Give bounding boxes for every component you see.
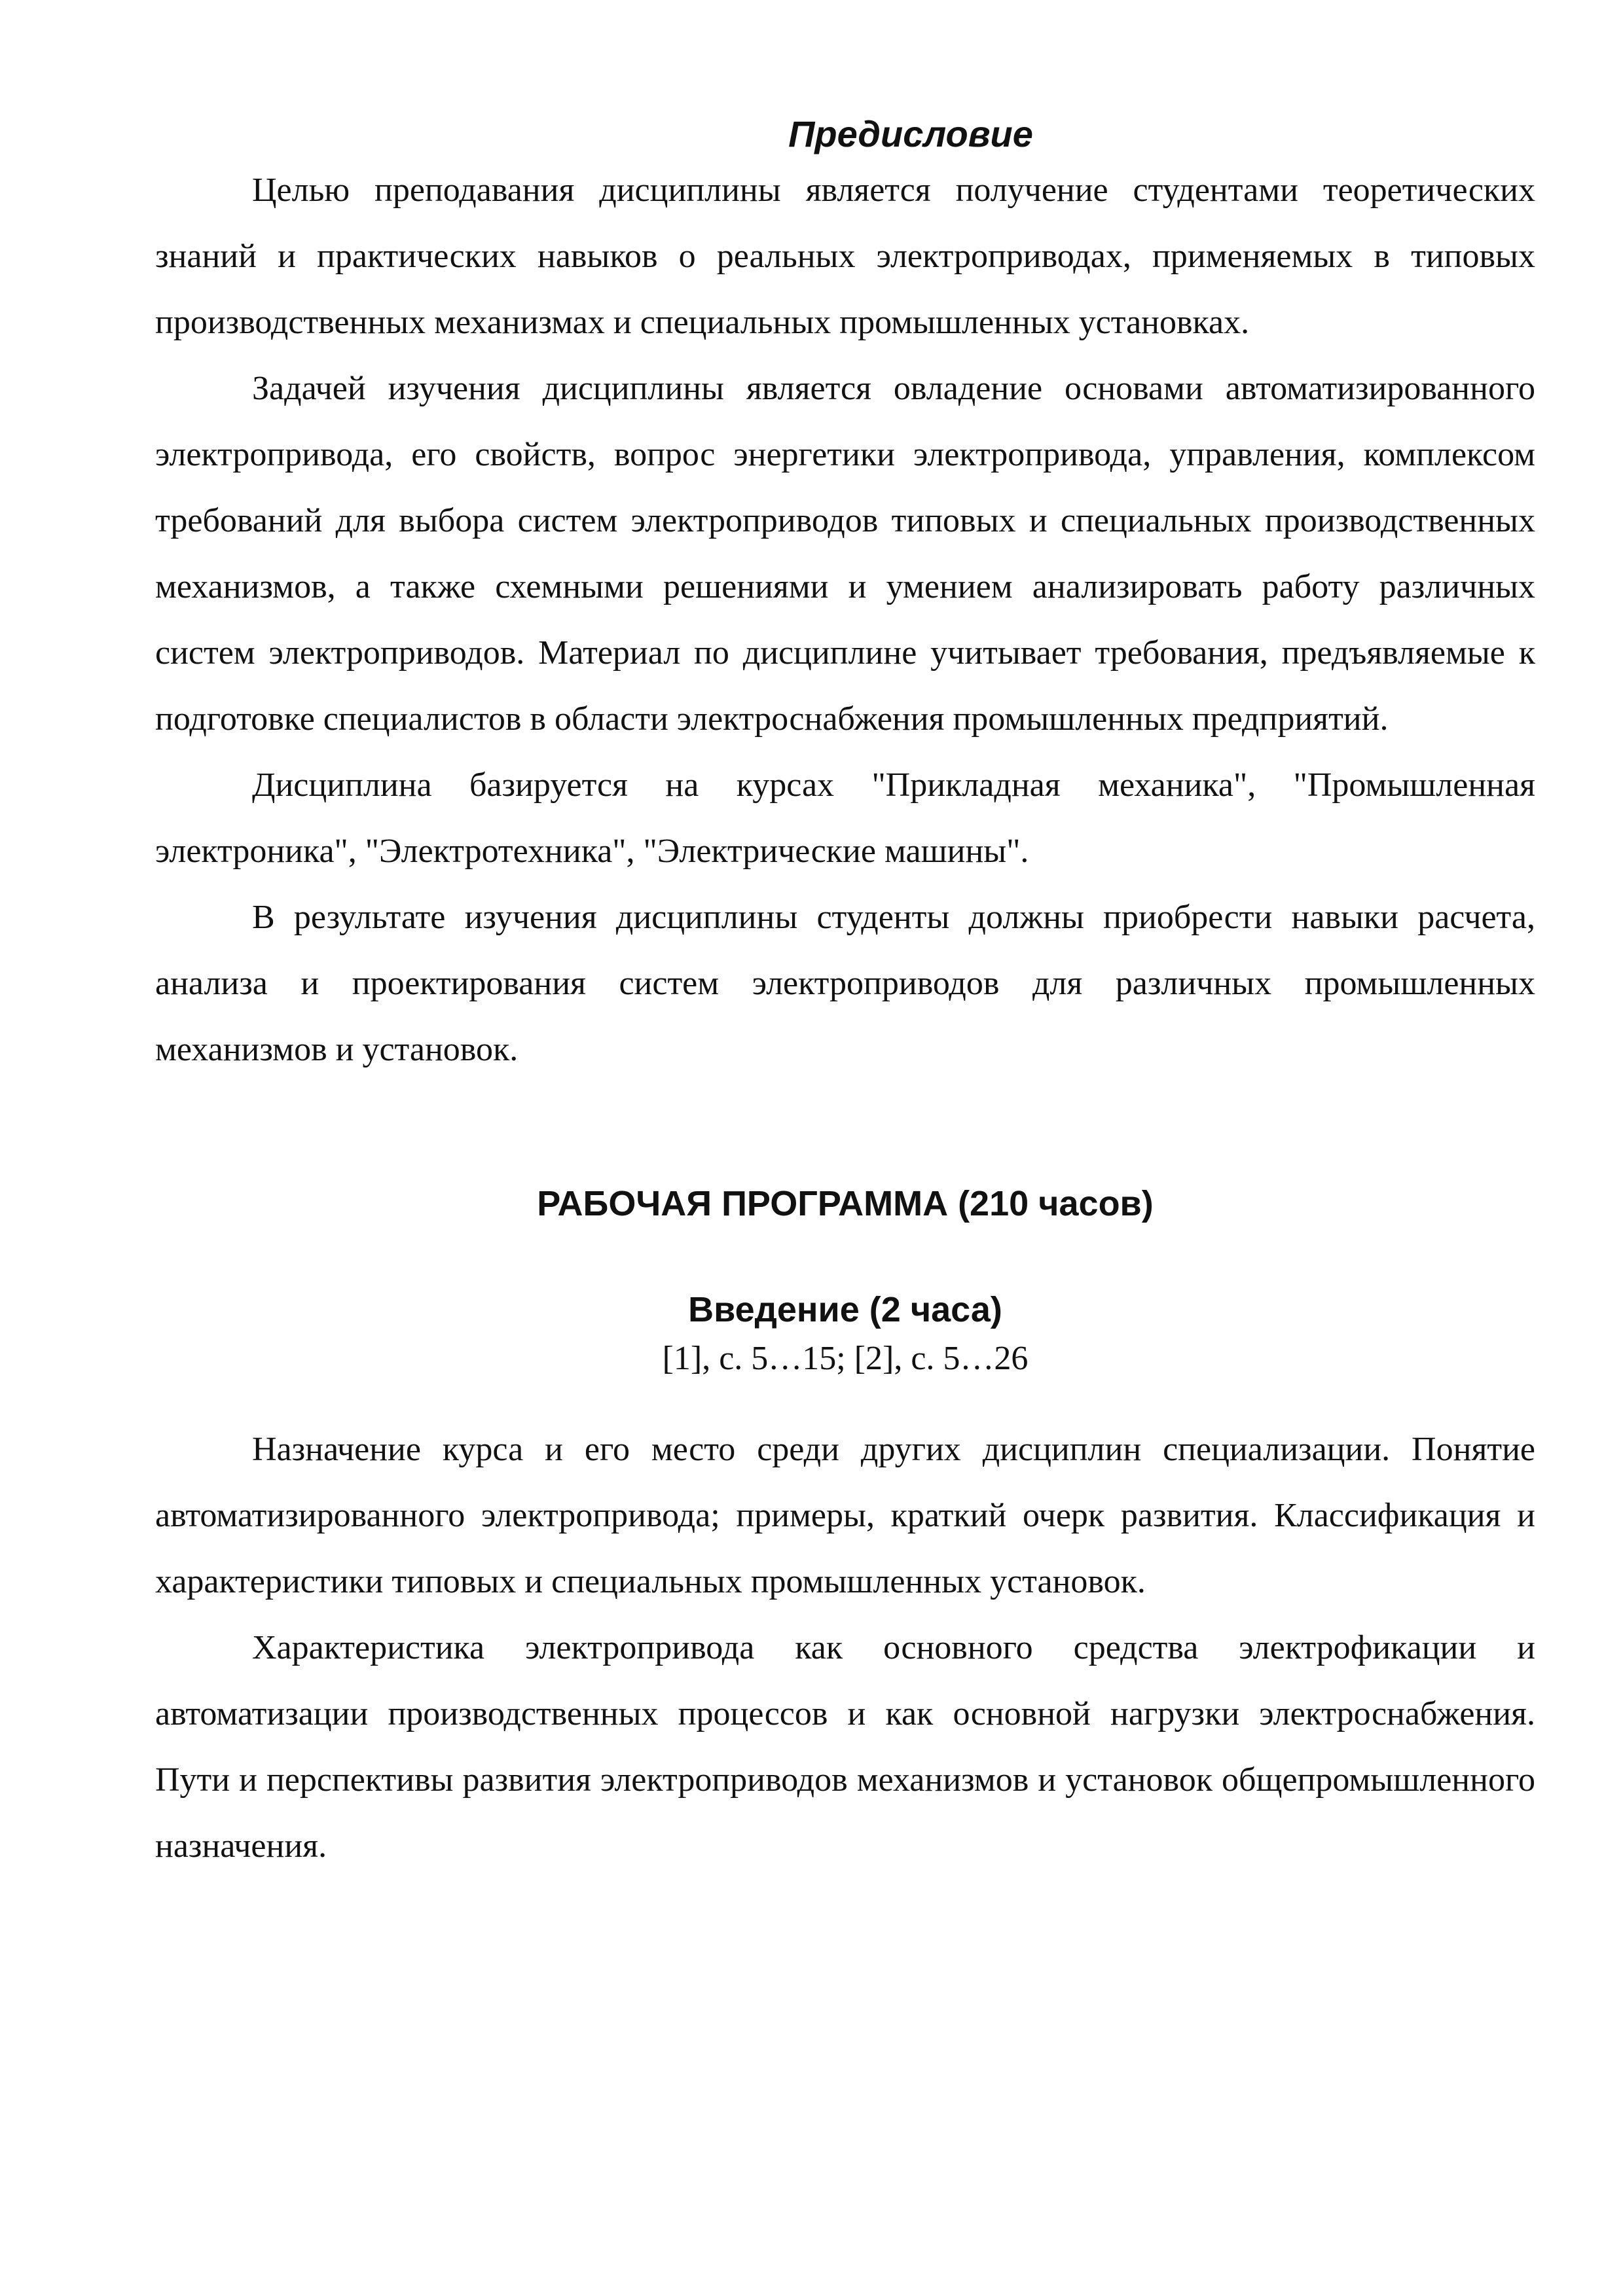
- preface-paragraph-4: В результате изучения дисциплины студенты должны приобрести навыки расчета, анализа и проектирования систем электроприводов для различных промышленных механизмов и установок.: [155, 899, 1535, 1068]
- preface-title: Предисловие: [788, 113, 1033, 154]
- intro-reference: [1], с. 5…15; [2], с. 5…26: [662, 1340, 1029, 1377]
- intro-paragraph-2: Характеристика электропривода как основного средства электрофикации и автоматизации производственных процессов и как основной нагрузки электроснабжения. Пути и перспективы развития электроприводов механизмов и установок общепромышленного назначения.: [155, 1629, 1535, 1865]
- document-page: [155, 111, 1535, 1879]
- program-title: РАБОЧАЯ ПРОГРАММА (210 часов): [537, 1184, 1154, 1223]
- preface-paragraph-3: Дисциплина базируется на курсах "Прикладная механика", "Промышленная электроника", "Электротехника", "Электрические машины".: [155, 766, 1535, 870]
- intro-title: Введение (2 часа): [688, 1290, 1002, 1329]
- section-spacer: [155, 1385, 1535, 1416]
- intro-paragraph-1: Назначение курса и его место среди других дисциплин специализации. Понятие автоматизированного электропривода; примеры, краткий очерк развития. Классификация и характеристики типовых и специальных промышленных установок.: [155, 1431, 1535, 1600]
- preface-paragraph-1: Целью преподавания дисциплины является получение студентами теоретических знаний и практических навыков о реальных электроприводах, применяемых в типовых производственных механизмах и специальных промышленных установках.: [155, 171, 1535, 341]
- preface-paragraph-2: Задачей изучения дисциплины является овладение основами автоматизированного электропривода, его свойств, вопрос энергетики электропривода, управления, комплексом требований для выбора систем электроприводов типовых и специальных производственных механизмов, а также схемными решениями и умением анализировать работу различных систем электроприводов. Материал по дисциплине учитывает требования, предъявляемые к подготовке специалистов в области электроснабжения промышленных предприятий.: [155, 370, 1535, 738]
- section-spacer: [155, 1227, 1535, 1287]
- section-spacer: [155, 1083, 1535, 1181]
